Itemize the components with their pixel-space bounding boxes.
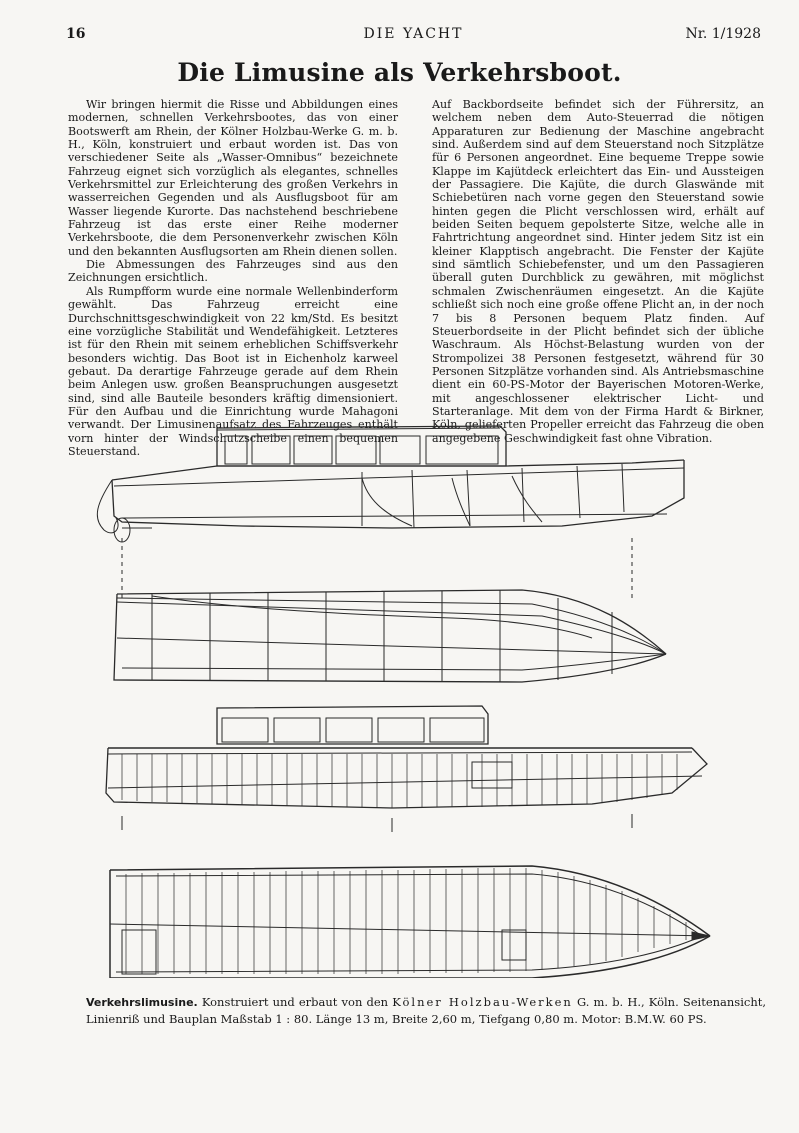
- issue-number: Nr. 1/1928: [685, 26, 761, 42]
- caption-heading: Verkehrslimusine.: [86, 996, 198, 1009]
- page-number: 16: [66, 26, 86, 42]
- paragraph: Als Rumpfform wurde eine normale Wellenbinderform gewählt. Das Fahrzeug erreicht eine Durchschnittsgeschwindigkeit von 22 km/Std. Es besitzt eine vorzügliche Stabilität und Wendefähigkeit. Letzteres ist für den Rhein mit seinem erheblichen Schiffsverkehr besonders wichtig. Das Boot ist in Eichenholz karweel gebaut. Da derartige Fahrzeuge gerade auf dem Rhein beim Anlegen usw. großen Beanspruchungen ausgesetzt sind, sind alle Bauteile besonders kräftig dimensioniert. Für den Aufbau und die Einrichtung wurde Mahagoni verwandt. Der Limusinenaufsatz des Fahrzeuges enthält vorn hinter der Windschutzscheibe einen bequemen Steuerstand.: [68, 284, 398, 458]
- figure-caption: [86, 994, 766, 1028]
- paragraph: Wir bringen hiermit die Risse und Abbildungen eines modernen, schnellen Verkehrsbootes, das von einer Bootswerft am Rhein, der Kölner Holzbau-Werke G. m. b. H., Köln, konstruiert und erbaut worden ist. Das von verschiedener Seite als „Wasser-Omnibus“ bezeichnete Fahrzeug eignet sich vorzüglich als elegantes, schnelles Verkehrsmittel zur Erleichterung des großen Verkehrs in wasserreichen Gegenden und als Ausflugsboot für am Wasser liegende Kurorte. Das nachstehend beschriebene Fahrzeug ist das erste einer Reihe moderner Verkehrsboote, die dem Personenverkehr zwischen Köln und den bekannten Ausflugsorten am Rhein dienen sollen.: [68, 98, 398, 258]
- paragraph: Die Abmessungen des Fahrzeuges sind aus den Zeichnungen ersichtlich.: [68, 258, 398, 285]
- left-column: [68, 98, 398, 458]
- paragraph: Auf Backbordseite befindet sich der Führersitz, an welchem neben dem Auto-Steuerrad die nötigen Apparaturen zur Bedienung der Maschine angebracht sind. Außerdem sind auf dem Steuerstand noch Sitzplätze für 6 Personen angeordnet. Eine bequeme Treppe sowie Klappe im Kajütdeck erleichtert das Ein- und Aussteigen der Passagiere. Die Kajüte, die durch Glaswände mit Schiebetüren nach vorne gegen den Steuerstand sowie hinten gegen die Plicht verschlossen wird, erhält auf beiden Seiten bequem gepolsterte Sitze, welche alle in Fahrtrichtung angeordnet sind. Hinter jedem Sitz ist ein kleiner Klapptisch angebracht. Die Fenster der Kajüte sind sämtlich Schiebefenster, und um den Passagieren überall guten Durchblick zu gewähren, mit möglichst schmalen Zwischenräumen eingesetzt. An die Kajüte schließt sich noch eine große offene Plicht an, in der noch 7 bis 8 Personen bequem Platz finden. Auf Steuerbordseite in der Plicht befindet sich der übliche Waschraum. Als Höchst-Belastung wurden von der Strompolizei 38 Personen festgesetzt, während für 30 Personen Sitzplätze vorhanden sind. Als Antriebsmaschine dient ein 60-PS-Motor der Bayerischen Motoren-Werke, mit angeschlossener elektrischer Licht- und Starteranlage. Mit dem von der Firma Hardt & Birkner, Köln, gelieferten Propeller erreicht das Fahrzeug die oben angegebene Geschwindigkeit fast ohne Vibration.: [432, 98, 764, 445]
- page-header: [66, 26, 761, 46]
- caption-company: Kölner Holzbau-Werken: [392, 995, 573, 1009]
- side-elevation-drawing: [97, 426, 684, 598]
- caption-text: G. m. b. H., Köln. Seitenansicht, Linienriß und Bauplan Maßstab 1 : 80. Länge 13 m, Breite 2,60 m, Tiefgang 0,80 m. Motor: B.M.W. 60 PS.: [86, 995, 767, 1026]
- lines-plan-drawing: [114, 590, 666, 682]
- deck-plan-drawing: [110, 866, 710, 978]
- right-column: [432, 98, 764, 445]
- magazine-name: DIE YACHT: [363, 26, 464, 42]
- article-title: Die Limusine als Verkehrsboot.: [177, 58, 622, 87]
- construction-profile-drawing: [106, 706, 707, 832]
- caption-text: Konstruiert und erbaut von den: [201, 995, 389, 1009]
- boat-drawings: [92, 418, 742, 978]
